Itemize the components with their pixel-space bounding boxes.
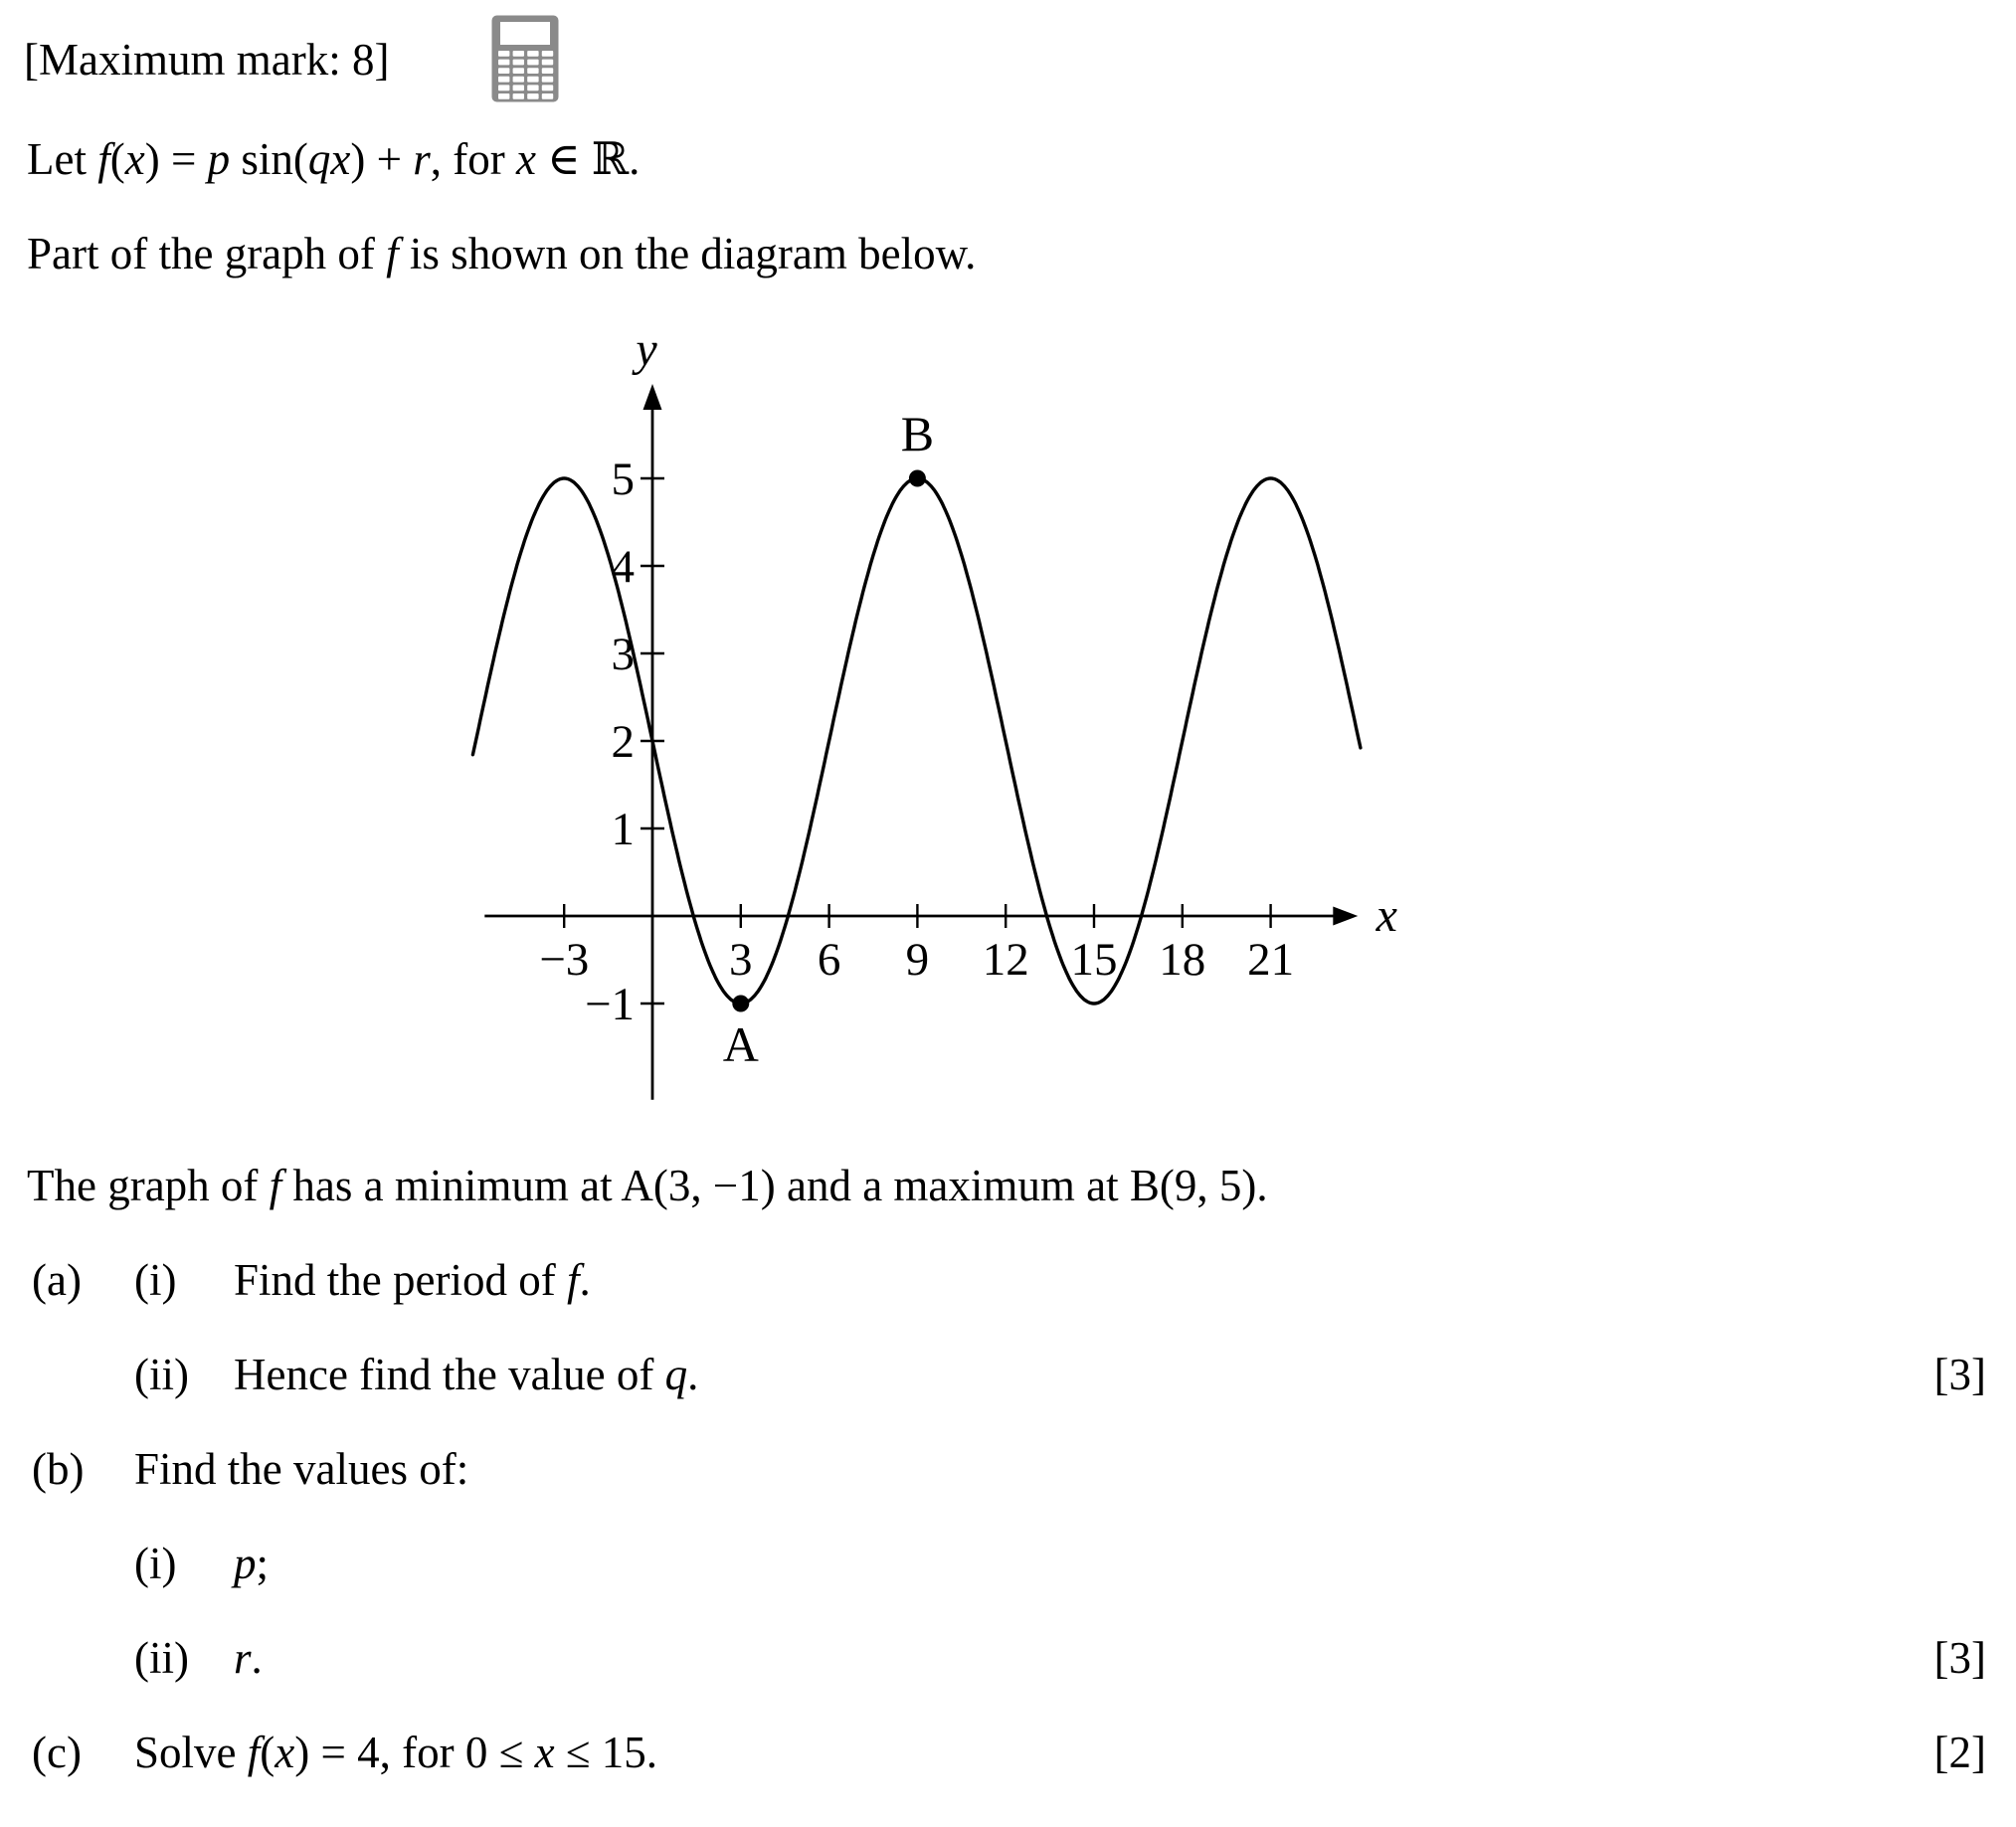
roman-label-b-ii: (ii) — [134, 1633, 189, 1683]
calculator-key — [513, 77, 524, 83]
text-segment: ) = — [144, 134, 208, 184]
math-variable: f — [97, 134, 110, 184]
y-tick-label-4: 4 — [611, 541, 635, 593]
calculator-key — [498, 85, 509, 91]
calculator-key — [527, 85, 538, 91]
text-segment: ( — [109, 134, 125, 184]
question-text-b — [134, 1441, 468, 1497]
calculator-key — [513, 85, 524, 91]
text-segment: Hence find the value of — [234, 1350, 665, 1399]
x-tick-label-6: 6 — [817, 934, 841, 986]
y-tick-label--1: −1 — [584, 979, 635, 1030]
roman-label-b-i: (i) — [134, 1539, 177, 1588]
y-axis-arrowhead — [643, 384, 662, 410]
math-variable: f — [386, 229, 399, 278]
text-segment: is shown on the diagram below. — [398, 229, 977, 278]
text-segment: The graph of — [27, 1161, 270, 1210]
question-text-c — [134, 1725, 657, 1780]
sine-graph — [438, 328, 1472, 1154]
point-label-B: B — [900, 406, 935, 461]
part-label-a: (a) — [32, 1255, 82, 1305]
y-tick-label-1: 1 — [611, 804, 635, 855]
mark-allocation-a: [3] — [1933, 1350, 1986, 1399]
roman-label-a-ii: (ii) — [134, 1350, 189, 1399]
text-segment: ) + — [350, 134, 414, 184]
x-tick-label-18: 18 — [1159, 934, 1206, 986]
calculator-key — [498, 51, 509, 57]
text-segment: ; — [256, 1539, 270, 1588]
maximum-mark-label: [Maximum mark: 8] — [24, 35, 390, 85]
calculator-key — [498, 60, 509, 66]
calculator-key — [498, 93, 509, 99]
x-tick-label-9: 9 — [905, 934, 930, 986]
math-variable: r — [413, 134, 431, 184]
text-segment: Part of the graph of — [27, 229, 387, 278]
math-variable: p — [207, 134, 231, 184]
question-row-b-i — [32, 1536, 1986, 1607]
x-tick-label-3: 3 — [729, 934, 753, 986]
math-variable: f — [566, 1255, 580, 1305]
point-A — [732, 996, 749, 1012]
text-segment: Solve — [134, 1728, 248, 1777]
y-axis-label: y — [636, 328, 657, 376]
part-label-b: (b) — [32, 1444, 85, 1494]
text-segment: Find the values of: — [134, 1444, 469, 1494]
question-text-b-i — [234, 1536, 269, 1591]
question-text-a-i — [234, 1252, 591, 1308]
calculator-key — [527, 93, 538, 99]
calculator-key — [527, 51, 538, 57]
question-row-c — [32, 1725, 1986, 1796]
math-variable: p — [234, 1539, 257, 1588]
function-definition-line — [27, 131, 640, 187]
text-segment: . — [687, 1350, 699, 1399]
question-row-a-i — [32, 1252, 1986, 1324]
x-tick-label--3: −3 — [539, 934, 590, 986]
math-variable: f — [247, 1728, 261, 1777]
x-axis-label: x — [1375, 889, 1397, 942]
math-variable: x — [275, 1728, 295, 1777]
text-segment: sin( — [230, 134, 308, 184]
text-segment: , for — [430, 134, 516, 184]
y-tick-label-2: 2 — [611, 716, 635, 768]
part-label-c: (c) — [32, 1728, 82, 1777]
point-B — [909, 470, 926, 487]
question-row-a-ii — [32, 1347, 1986, 1418]
calculator-key — [542, 85, 553, 91]
text-segment: ∈ ℝ. — [535, 134, 641, 184]
min-max-statement — [27, 1158, 1268, 1213]
calculator-key — [498, 77, 509, 83]
calculator-key — [542, 51, 553, 57]
calculator-key — [527, 77, 538, 83]
math-variable: f — [269, 1161, 282, 1210]
calculator-key — [542, 60, 553, 66]
y-tick-label-3: 3 — [611, 629, 635, 680]
calculator-key — [542, 77, 553, 83]
text-segment: . — [251, 1633, 263, 1683]
x-tick-label-12: 12 — [982, 934, 1029, 986]
question-row-b — [32, 1441, 1986, 1513]
calculator-key — [513, 60, 524, 66]
point-label-A: A — [722, 1016, 759, 1072]
text-segment: has a minimum at A(3, −1) and a maximum at B(9, 5). — [281, 1161, 1268, 1210]
calculator-key — [513, 93, 524, 99]
question-text-a-ii — [234, 1347, 698, 1402]
text-segment: Let — [27, 134, 98, 184]
text-segment: . — [579, 1255, 591, 1305]
graph-intro-line — [27, 226, 976, 281]
x-tick-label-15: 15 — [1070, 934, 1118, 986]
calculator-key — [513, 68, 524, 74]
text-segment: ( — [260, 1728, 275, 1777]
math-variable: q — [664, 1350, 688, 1399]
calculator-key — [513, 51, 524, 57]
calculator-key — [527, 60, 538, 66]
x-tick-label-21: 21 — [1247, 934, 1295, 986]
calculator-key — [498, 68, 509, 74]
question-row-b-ii — [32, 1630, 1986, 1702]
mark-allocation-b: [3] — [1933, 1633, 1986, 1683]
math-variable: qx — [307, 134, 351, 184]
calculator-key — [527, 68, 538, 74]
mark-allocation-c: [2] — [1933, 1728, 1986, 1777]
math-variable: x — [534, 1728, 555, 1777]
math-variable: r — [234, 1633, 252, 1683]
calculator-key — [542, 93, 553, 99]
text-segment: ) = 4, for 0 ≤ — [294, 1728, 535, 1777]
math-variable: x — [515, 134, 536, 184]
calculator-icon — [490, 14, 560, 103]
math-variable: x — [124, 134, 145, 184]
x-axis-arrowhead — [1333, 907, 1358, 926]
text-segment: Find the period of — [234, 1255, 567, 1305]
question-text-b-ii — [234, 1630, 263, 1686]
calculator-screen — [500, 22, 550, 45]
y-tick-label-5: 5 — [611, 454, 635, 505]
calculator-key — [542, 68, 553, 74]
text-segment: ≤ 15. — [554, 1728, 657, 1777]
roman-label-a-i: (i) — [134, 1255, 177, 1305]
